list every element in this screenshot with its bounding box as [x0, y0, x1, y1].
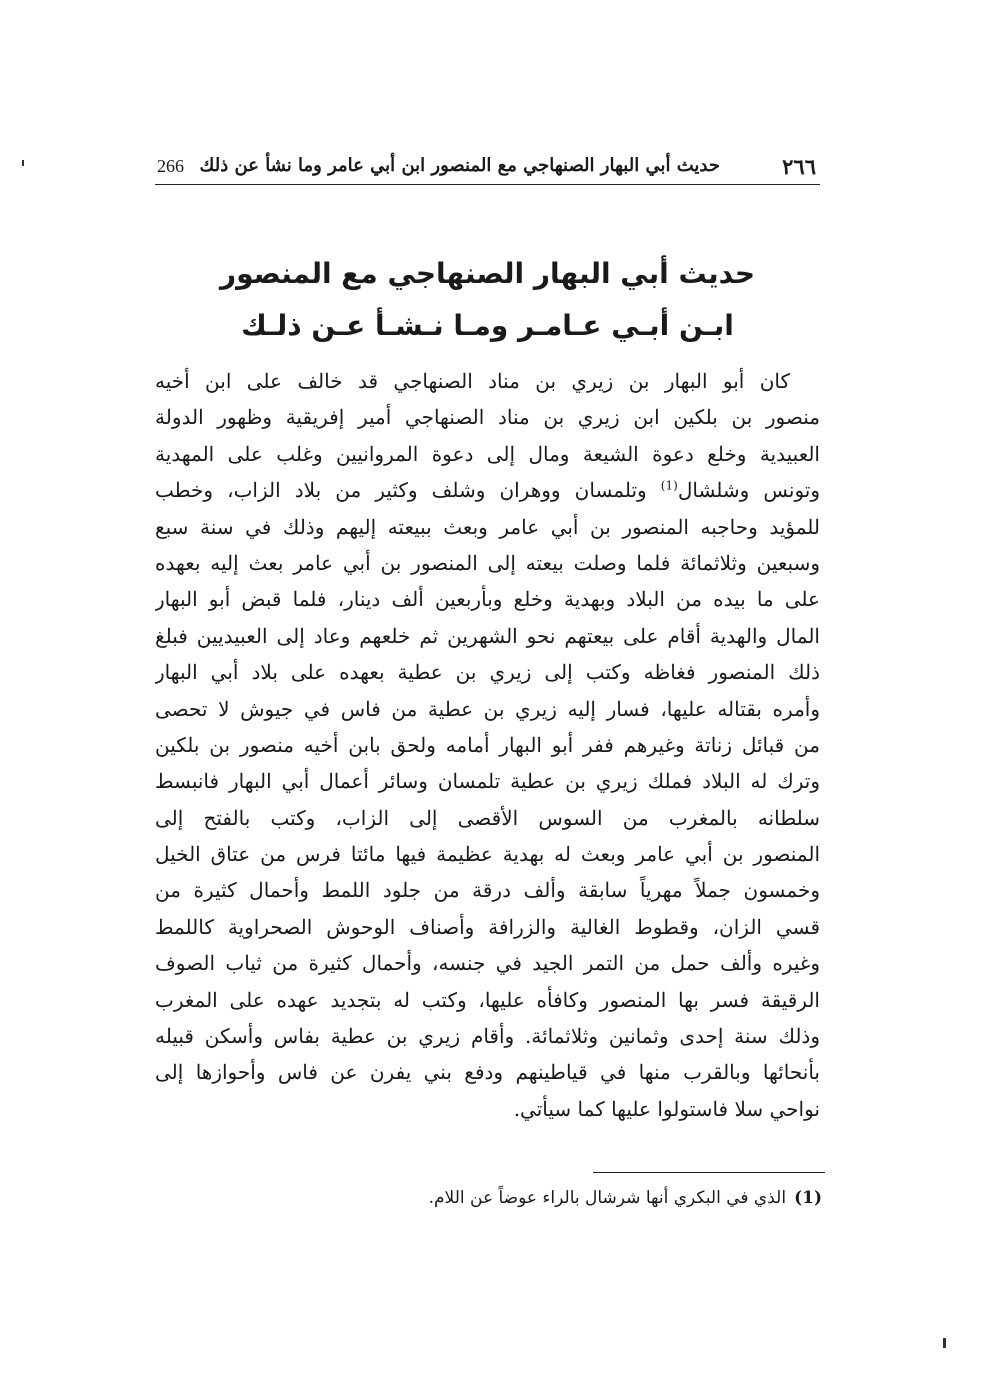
body-line: قسي الزان، وقطوط الغالية والزرافة وأصناف الوحوش الصحراوية كاللمط [155, 914, 820, 939]
footnote-number: (1) [794, 1188, 822, 1208]
running-title: حديث أبي البهار الصنهاجي مع المنصور ابن أبي عامر وما نشأ عن ذلك [199, 155, 720, 176]
body-line: كان أبو البهار بن زيري بن مناد الصنهاجي قد خالف على ابن أخيه [155, 369, 790, 393]
body-line: الرقيقة فسر بها المنصور وكافأه عليها، وكتب له بتجديد عهده على المغرب [155, 987, 820, 1012]
page-number-latin: 266 [157, 156, 184, 176]
body-line: وسبعين وثلاثمائة فلما وصلت بيعته إلى المنصور بن أبي عامر بعث إليه بعهده [155, 550, 820, 575]
body-line-continuation: وتلمسان ووهران وشلف وكثير من بلاد الزاب، وخطب [155, 478, 647, 503]
body-line: نواحي سلا فاستولوا عليها كما سيأتي. [513, 1096, 820, 1121]
body-line: للمؤيد وحاجبه المنصور بن أبي عامر وبعث ببيعته إليهم وذلك في سنة سبع [155, 514, 820, 539]
footnote-separator [593, 1172, 825, 1173]
body-line: وترك له البلاد فملك زيري بن عطية تلمسان وسائر أعمال أبي البهار فانبسط [155, 769, 820, 794]
chapter-title [155, 248, 820, 352]
body-line: سلطانه بالمغرب من السوس الأقصى إلى الزاب، وكتب بالفتح إلى [155, 805, 820, 830]
chapter-title-line-1: حديث أبي البهار الصنهاجي مع المنصور [219, 257, 756, 290]
body-line: ذلك المنصور فغاظه وكتب إلى زيري بن عطية بعهده على بلاد أبي البهار [155, 660, 820, 685]
footnote-reference: (1) [660, 478, 678, 493]
body-line-with-note [155, 472, 820, 508]
footnote [300, 1188, 822, 1208]
body-line: على ما بيده من البلاد وبهدية وخلع وبأربعين ألف دينار، فلما قبض أبو البهار [155, 587, 820, 612]
body-line-start: وتونس وشلشال [677, 478, 820, 503]
body-line: المنصور بن أبي عامر وبعث له بهدية عظيمة فيها مائتا فرس من عتاق الخيل [155, 842, 820, 867]
body-line: وأمره بقتاله عليها، فسار إليه زيري بن عطية من فاس في جيوش لا تحصى [155, 696, 820, 721]
scan-speck [22, 160, 24, 166]
body-line: العبيدية وخلع دعوة الشيعة ومال إلى دعوة المروانيين وغلب على المهدية [155, 441, 820, 466]
body-line: وخمسون جملاً مهرياً سابقة وألف درقة من جلود اللمط وأحمال كثيرة من [155, 878, 820, 903]
footnote-text: الذي في البكري أنها شرشال بالراء عوضاً عن اللام. [428, 1188, 787, 1208]
body-line: من قبائل زناتة وغيرهم ففر أبو البهار أمامه ولحق بابن أخيه منصور بن بلكين [155, 732, 820, 757]
scan-speck [943, 1338, 946, 1348]
page-number-arabic: ٢٦٦ [782, 154, 816, 179]
body-line: منصور بن بلكين ابن زيري بن مناد الصنهاجي أمير إفريقية وظهور الدولة [155, 405, 820, 430]
running-header [155, 150, 820, 185]
body-line: المال والهدية أقام على بيعتهم نحو الشهرين ثم خلعهم وعاد إلى العبيديين فبلغ [155, 623, 820, 648]
chapter-title-line-2: ابـن أبـي عـامـر ومـا نـشـأ عـن ذلـك [241, 309, 734, 342]
body-line: وغيره وألف حمل من التمر الجيد في جنسه، وأحمال كثيرة من ثياب الصوف [155, 951, 820, 976]
body-line: وذلك سنة إحدى وثمانين وثلاثمائة. وأقام زيري بن عطية بفاس وأسكن قبيله [155, 1024, 820, 1049]
body-text [155, 363, 820, 1127]
body-line: بأنحائها وبالقرب منها في قياطينهم ودفع بني يفرن عن فاس وأحوازها إلى [155, 1060, 820, 1085]
